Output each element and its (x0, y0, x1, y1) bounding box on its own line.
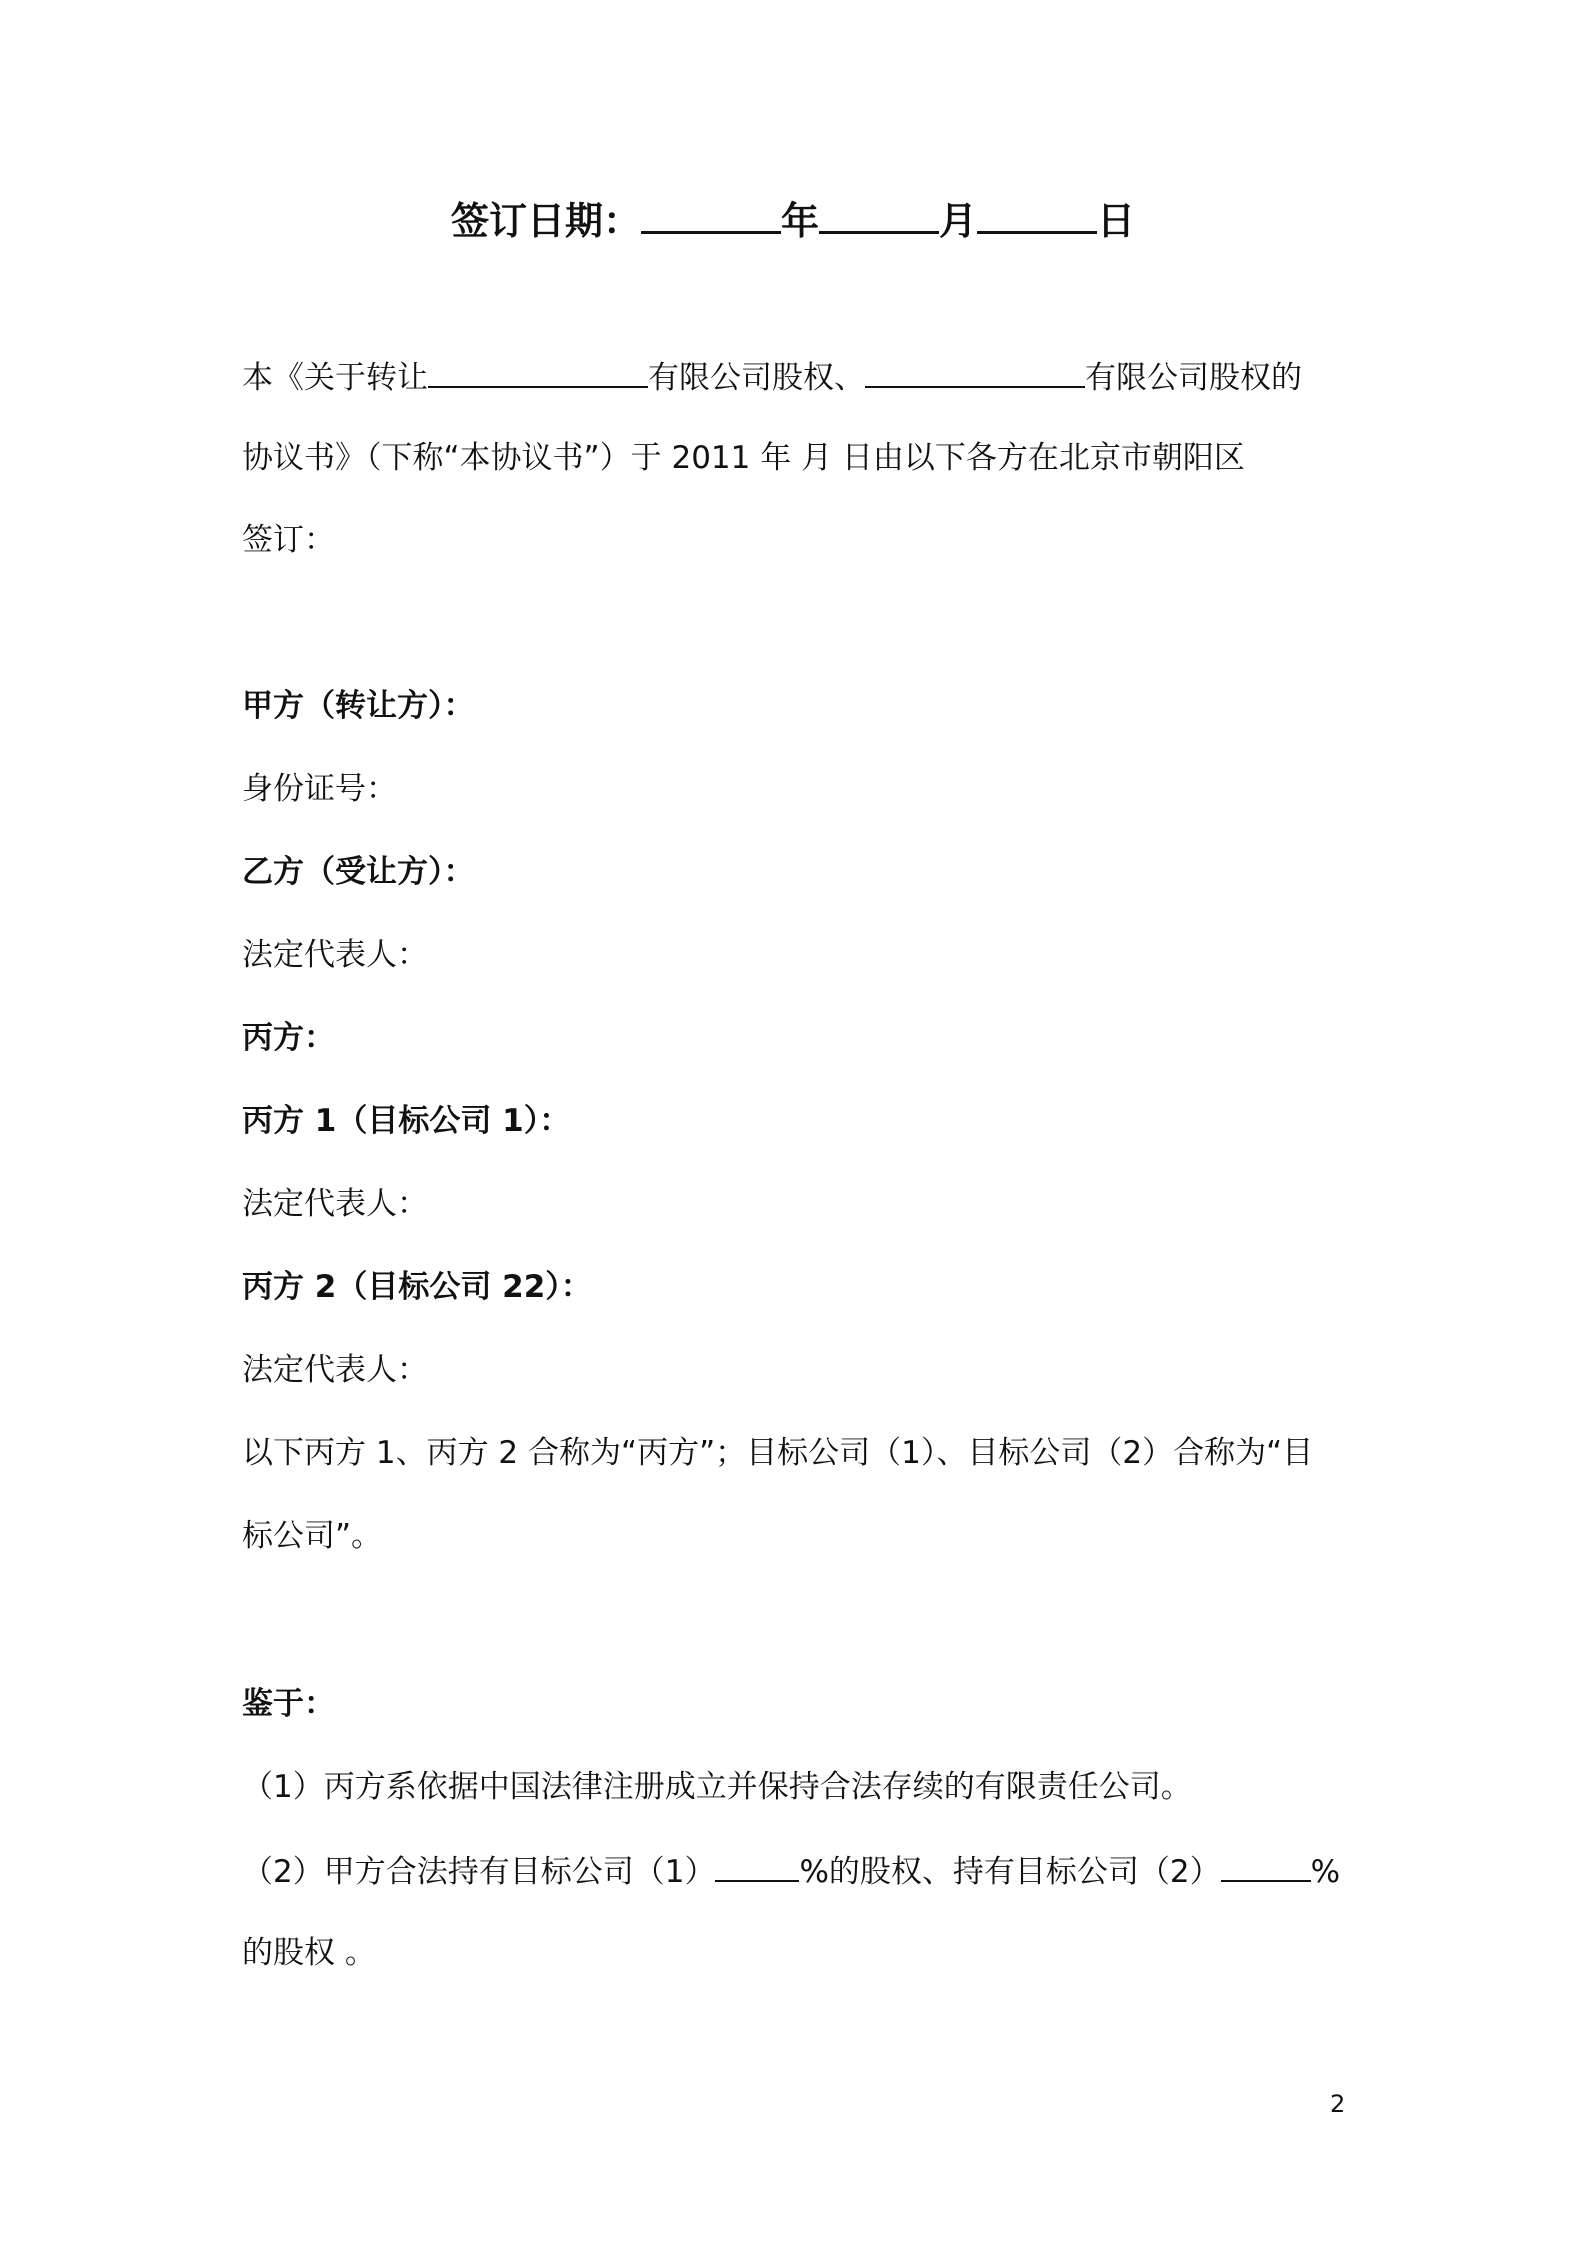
month-label: 月 (939, 199, 978, 243)
whereas-item-2-text-b: %的股权、持有目标公司（2） (799, 1854, 1221, 1890)
collective-definition-line-1: 以下丙方 1、丙方 2 合称为“丙方”；目标公司（1）、目标公司（2）合称为“目 (242, 1435, 1314, 1471)
day-label: 日 (1097, 199, 1136, 243)
whereas-item-1: （1）丙方系依据中国法律注册成立并保持合法存续的有限责任公司。 (242, 1769, 1192, 1805)
whereas-item-2-line-2: 的股权 。 (242, 1935, 376, 1971)
intro-line-1 (242, 358, 1302, 397)
party-b-heading: 乙方（受让方）： (242, 854, 475, 890)
intro-text-c: 有限公司股权的 (1085, 360, 1302, 396)
share-percent-2-blank[interactable] (1221, 1852, 1311, 1882)
party-b-legal-rep-label: 法定代表人： (242, 937, 428, 973)
intro-text-b: 有限公司股权、 (648, 360, 865, 396)
year-blank[interactable] (641, 201, 781, 234)
party-c1-heading: 丙方 1（目标公司 1）： (242, 1103, 571, 1139)
whereas-heading: 鉴于： (242, 1686, 335, 1722)
intro-text-a: 本《关于转让 (242, 360, 428, 396)
party-c2-heading: 丙方 2（目标公司 22）： (242, 1269, 592, 1305)
day-blank[interactable] (977, 201, 1097, 234)
whereas-item-2-text-c: % (1310, 1854, 1341, 1890)
signing-date-title (0, 190, 1586, 245)
company-1-blank[interactable] (428, 358, 648, 388)
party-c1-legal-rep-label: 法定代表人： (242, 1186, 428, 1222)
collective-definition-line-2: 标公司”。 (242, 1518, 383, 1554)
intro-line-3: 签订： (242, 522, 335, 558)
whereas-item-2-line-1 (242, 1852, 1340, 1891)
page-number: 2 (1330, 2090, 1346, 2118)
party-c2-legal-rep-label: 法定代表人： (242, 1352, 428, 1388)
party-c-heading: 丙方： (242, 1020, 335, 1056)
company-2-blank[interactable] (865, 358, 1085, 388)
party-a-id-label: 身份证号： (242, 771, 397, 807)
month-blank[interactable] (819, 201, 939, 234)
party-a-heading: 甲方（转让方）： (242, 688, 475, 724)
signing-date-label: 签订日期： (450, 199, 641, 243)
whereas-item-2-text-a: （2）甲方合法持有目标公司（1） (242, 1854, 716, 1890)
intro-line-2: 协议书》（下称“本协议书”）于 2011 年 月 日由以下各方在北京市朝阳区 (242, 440, 1245, 476)
year-label: 年 (780, 199, 819, 243)
share-percent-1-blank[interactable] (715, 1852, 799, 1882)
